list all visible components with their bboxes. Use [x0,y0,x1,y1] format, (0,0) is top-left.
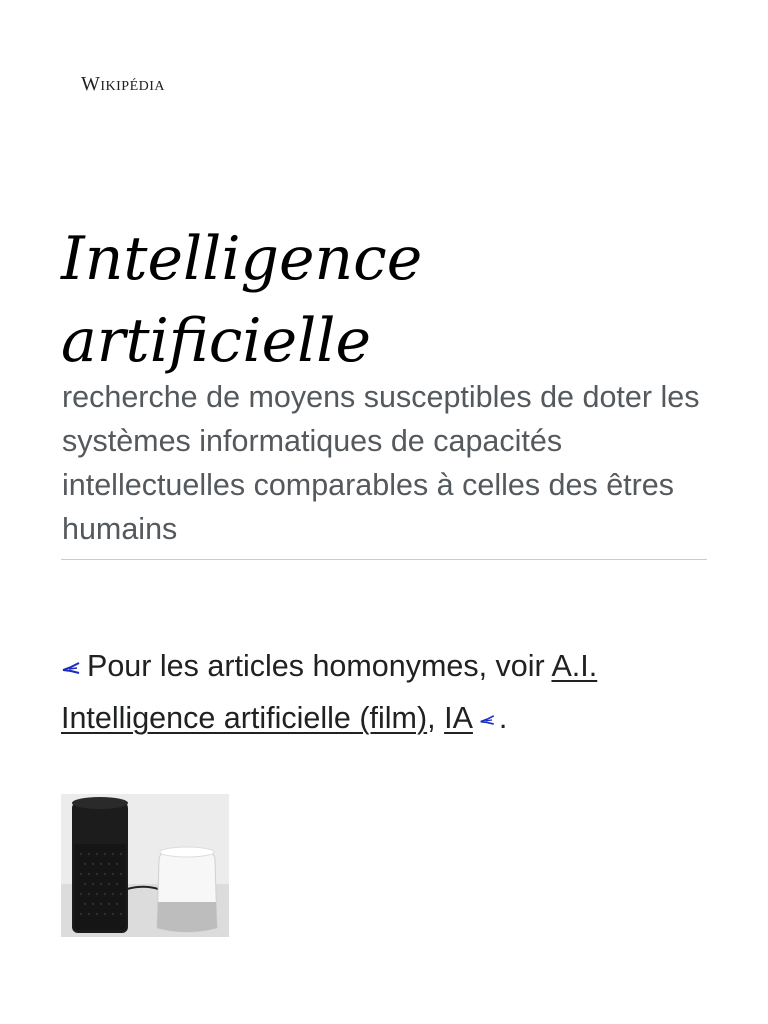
smart-speakers-image[interactable] [61,794,229,937]
hatnote-prefix: Pour les articles homonymes, voir [87,649,545,683]
disambiguation-icon [61,660,83,676]
hatnote [61,640,721,744]
disambiguation-icon [479,713,497,727]
link-ai-film[interactable]: A.I. Intelligence artificielle (film) [61,649,598,735]
article-description: recherche de moyens susceptibles de doter les systèmes informatiques de capacités intellectuelles comparables à celles des êtres humains [62,380,700,546]
page-title [61,218,721,382]
wikipedia-logo[interactable]: Wikipédia [81,73,166,95]
title-line-1: Intelligence [61,224,423,294]
hatnote-suffix: . [498,701,508,735]
title-line-2: artificielle [61,306,371,376]
divider [61,559,707,560]
hatnote-separator: , [427,701,436,735]
link-ia[interactable]: IA [444,701,473,735]
